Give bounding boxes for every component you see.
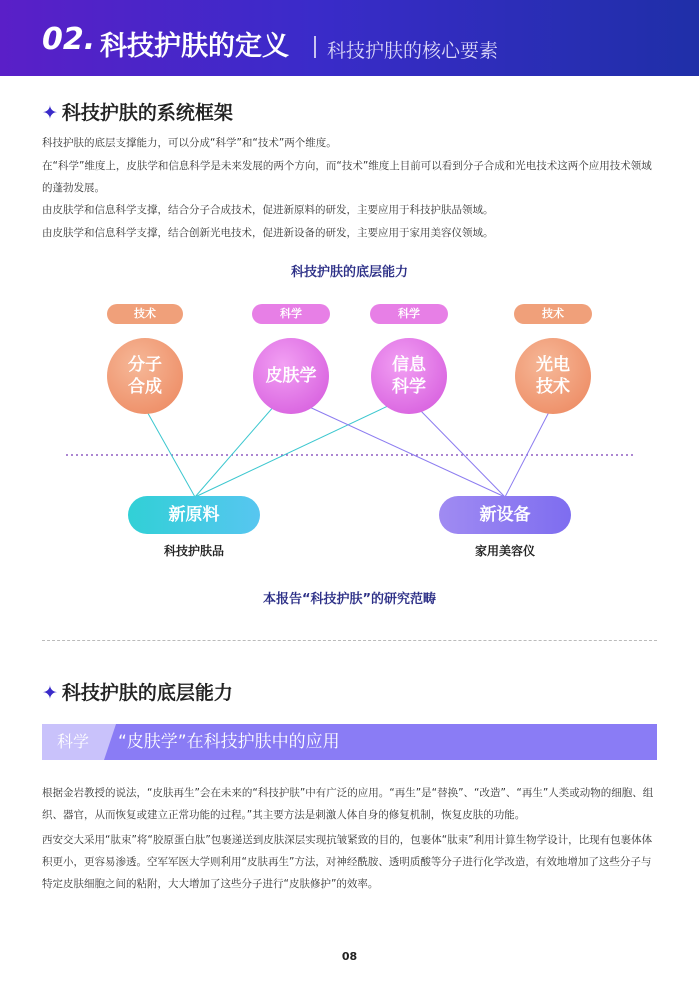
node-label: 分子 [128,355,162,375]
dimension-tag: 科学 [252,304,330,324]
outcome-caption: 科技护肤品 [163,544,224,558]
node-optoelectronic-technology [515,338,591,414]
paragraph: 由皮肤学和信息科学支撑，结合分子合成技术，促进新原料的研发，主要应用于科技护肤品领域。 [42,204,494,216]
sparkle-icon: ✦ [42,102,58,124]
sparkle-icon: ✦ [42,682,58,704]
paragraph: 西安交大采用“肽束”将“胶原蛋白肽”包裹递送到皮肤深层实现抗皱紧致的目的，包裹体“肽束”利用计算生物学设计，比现有包裹体体积更小，更容易渗透。空军军医大学则利用“皮肤再生”方法，对神经酰胺、透明质酸等分子进行化学改造，有效地增加了这些分子与特定皮肤细胞之间的粘附，大大增加了这些分子进行“皮肤修护”的效率。 [42,834,653,890]
dimension-tag: 技术 [514,304,592,324]
dimension-tag: 技术 [107,304,183,324]
section-heading-text: 科技护肤的系统框架 [61,102,233,124]
topic-banner [42,724,657,760]
section-divider [42,640,657,641]
section-heading-framework [42,98,233,125]
node-molecular-synthesis [107,338,183,414]
node-label: 光电 [536,355,570,375]
connector-line [195,405,275,497]
node-label: 信息 [392,355,426,375]
outcome-new-devices: 新设备 [439,496,571,534]
paragraph: 根据金岩教授的说法，“皮肤再生”会在未来的“科技护肤”中有广泛的应用。“再生”是“替换”、“改造”、“再生”人类或动物的细胞、组织、器官，从而恢复或建立正常功能的过程。”其主要方法是刺激人体自身的修复机制，恢复皮肤的功能。 [42,787,654,821]
node-label: 科学 [392,377,426,397]
node-label: 技术 [536,377,570,397]
title-separator [314,36,316,58]
dimension-tag: 科学 [370,304,448,324]
connector-line [145,408,195,497]
topic-title: “皮肤学”在科技护肤中的应用 [118,732,340,752]
connector-line [195,405,390,497]
topic-tag: 科学 [42,724,104,760]
connector-line [305,405,505,497]
connector-line [418,408,505,497]
chapter-subtitle: 科技护肤的核心要素 [327,40,499,62]
scope-note: 本报告“科技护肤”的研究范畴 [262,592,437,607]
diagram-title: 科技护肤的底层能力 [290,265,408,280]
node-label: 合成 [128,377,162,397]
outcome-caption: 家用美容仪 [474,544,535,558]
outcome-new-materials: 新原料 [128,496,260,534]
connector-line [505,410,550,497]
paragraph: 在“科学”维度上，皮肤学和信息科学是未来发展的两个方向，而“技术”维度上目前可以看到分子合成和光电技术这两个应用技术领域的蓬勃发展。 [42,160,652,194]
chapter-number: 02. [42,22,96,57]
section-heading-text: 科技护肤的底层能力 [61,682,233,704]
header-banner [0,0,699,76]
page-number: 08 [341,950,358,963]
node-label: 皮肤学 [265,366,317,386]
tag-slash-decoration [104,724,116,760]
node-dermatology [253,338,329,414]
paragraph: 由皮肤学和信息科学支撑，结合创新光电技术，促进新设备的研发，主要应用于家用美容仪领域。 [42,227,494,239]
chapter-title: 科技护肤的定义 [100,31,289,62]
paragraph: 科技护肤的底层支撑能力，可以分成“科学”和“技术”两个维度。 [42,137,337,149]
section-heading-capabilities [42,678,233,705]
node-information-science [371,338,447,414]
